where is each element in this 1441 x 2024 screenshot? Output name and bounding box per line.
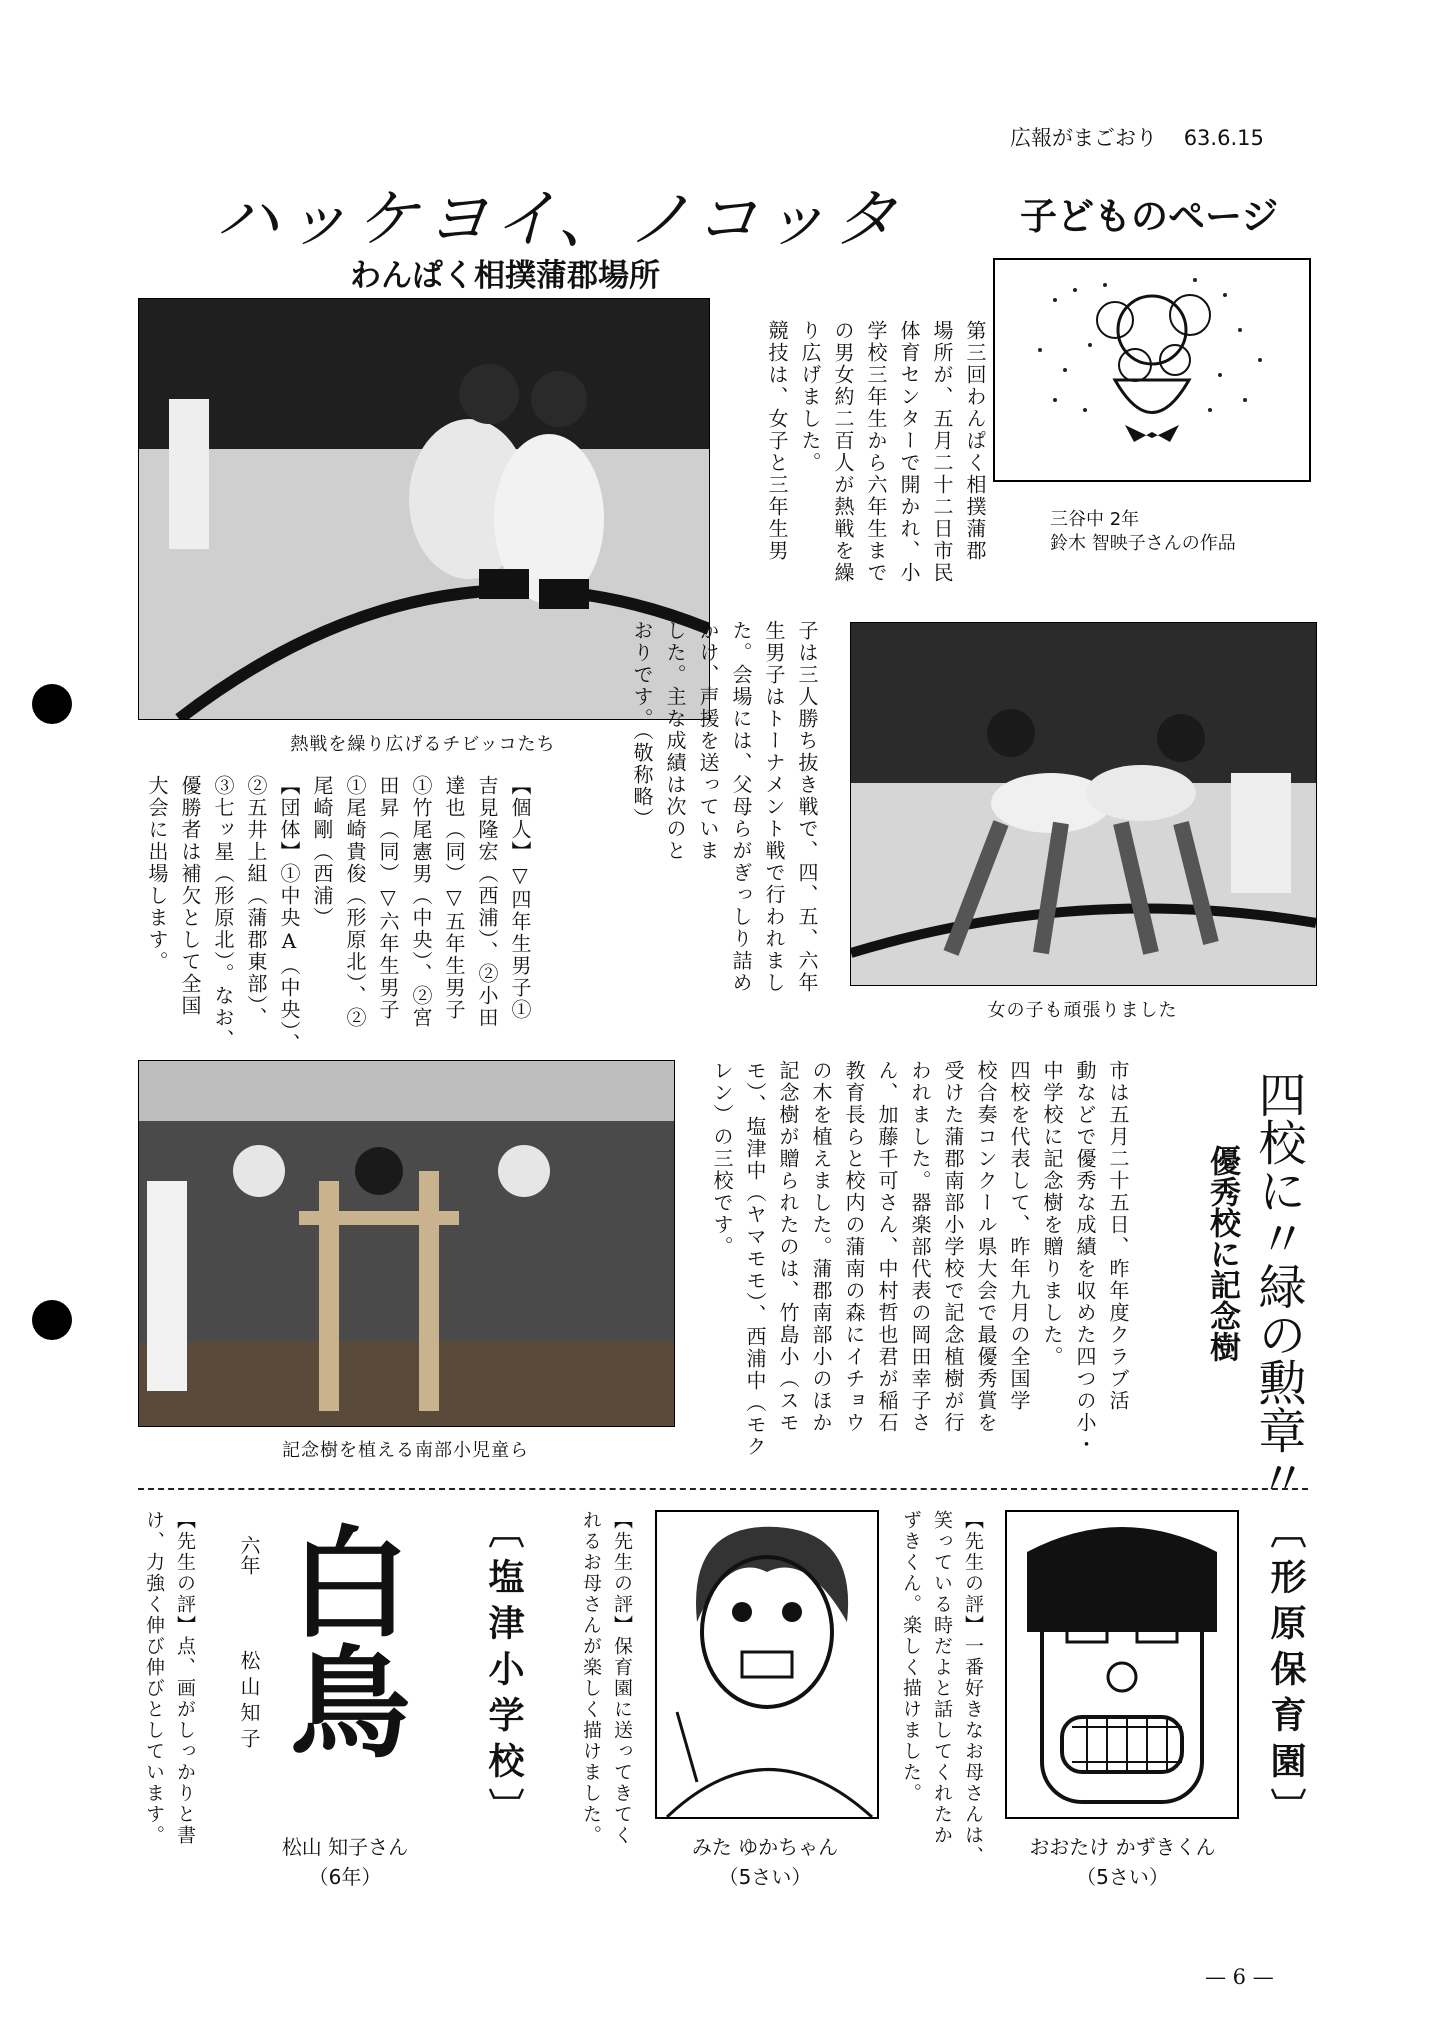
artist-tomoko-name: 松山 知子さん (281, 1835, 409, 1859)
tree-planting-caption: 記念樹を植える南部小児童ら (282, 1440, 529, 1461)
teacher-comment-tomoko: 【先生の評】点、画がしっかりと書 け、力強く伸び伸びとしています。 (143, 1510, 196, 1846)
tree-planting-illustration (139, 1061, 674, 1426)
calligraphy-signature: 松山知子 (237, 1650, 261, 1754)
drawing-face-mother-1 (1007, 1512, 1237, 1817)
school-label-katahara: 〔形原保育園〕 (1265, 1512, 1306, 1834)
calligraphy-grade: 六年 (237, 1535, 261, 1575)
child-drawing-kazuki (1005, 1510, 1239, 1819)
flower-art-caption (1050, 508, 1236, 556)
teacher-comment-kazuki: 【先生の評】一番好きなお母さんは、 笑っている時だよと話してくれたか ずきくん。楽しく描けました。 (900, 1510, 984, 1867)
artist-kazuki-name: おおたけ かずきくん (1029, 1835, 1216, 1859)
artist-kazuki-age: （5さい） (1076, 1865, 1169, 1889)
artist-tomoko (225, 1832, 465, 1892)
sumo-title: ハッケヨイ、ノコッタ (215, 183, 903, 257)
sumo-photo-girls-caption: 女の子も頑張りました (987, 1000, 1178, 1021)
sumo-photo-girls-illustration (851, 623, 1316, 985)
artist-name: 鈴木 智映子さんの作品 (1050, 533, 1236, 554)
drawing-face-mother-2 (657, 1512, 877, 1817)
tree-article-body: 市は五月二十五日、昨年度クラブ活 動などで優秀な成績を収めた四つの小・ 中学校に記念樹を贈りました。 四校を代表して、昨年九月の全国学 校合奏コンクール県大会で最優秀賞を 受けた蒲郡南部小学校で記念植樹が行 われました。器楽部代表の岡田幸子さ ん、加藤千可さん、中村哲也君が稲石 教育長らと校内の蒲南の森にイチョウ の木を植えました。蒲郡南部小のほか 記念樹が贈られたのは、竹島小（スモ モ）、塩津中（ヤマモモ）、西浦中（モク レン）の三校です。 (710, 1060, 1130, 1458)
sumo-photo-boys-illustration (139, 299, 709, 719)
flower-drawing (995, 260, 1309, 480)
artist-school: 三谷中 2年 (1050, 509, 1140, 530)
flower-artwork (993, 258, 1311, 482)
sumo-photo-boys-caption: 熱戦を繰り広げるチビッコたち (290, 734, 556, 755)
sumo-article-intro: 第三回わんぱく相撲蒲郡 場所が、五月二十二日市民 体育センターで開かれ、小 学校三年生から六年生まで の男女約二百人が熱戦を繰 り広げました。 競技は、女子と三年生男 (765, 320, 987, 584)
tree-article-title: 四校に〃緑の勲章〃 (1250, 1070, 1306, 1502)
sumo-subtitle: わんぱく相撲蒲郡場所 (350, 258, 660, 294)
sumo-article-body: 子は三人勝ち抜き戦で、四、五、六年 生男子はトーナメント戦で行われまし た。会場には、父母らがぎっしり詰め かけ、声援を送っていま した。主な成績は次のと おりです。（敬称略） (630, 620, 819, 994)
school-label-shiotsu: 〔塩津小学校〕 (483, 1512, 524, 1834)
tree-planting-photo (138, 1060, 675, 1427)
kids-page-label: 子どものページ (1020, 195, 1279, 238)
publication-header (1010, 122, 1264, 152)
section-divider (138, 1488, 1308, 1490)
binder-hole-bottom (32, 1300, 72, 1340)
calligraphy-artwork (215, 1510, 460, 1820)
child-drawing-yuka (655, 1510, 879, 1819)
page-number: — 6 — (1205, 1965, 1274, 1989)
artist-tomoko-age: （6年） (308, 1865, 382, 1889)
artist-yuka-name: みた ゆかちゃん (691, 1835, 839, 1859)
sumo-results: 【個人】▽四年生男子① 吉見隆宏（西浦）、②小田 達也（同）▽五年生男子 ①竹尾憲男（中央）、②宮 田昇（同）▽六年生男子 ①尾崎貴俊（形原北）、② 尾崎剛（西浦） 【団体】①中央A（中央）、 ②五井上組（蒲郡東部）、 ③七ッ星（形原北）。なお、 優勝者は補欠として全国 大会に出場します。 (145, 775, 532, 1055)
tree-article-subtitle: 優秀校に記念樹 (1204, 1145, 1240, 1362)
artist-kazuki (1000, 1832, 1245, 1892)
artist-yuka (640, 1832, 890, 1892)
calligraphy-characters: 白鳥 (270, 1520, 411, 1760)
artist-yuka-age: （5さい） (718, 1865, 812, 1889)
publication-name: 広報がまごおり (1010, 126, 1157, 150)
binder-hole-top (32, 684, 72, 724)
teacher-comment-yuka: 【先生の評】保育園に送ってきてく れるお母さんが楽しく描けました。 (580, 1510, 633, 1846)
issue-date: 63.6.15 (1183, 126, 1264, 150)
sumo-photo-girls (850, 622, 1317, 986)
